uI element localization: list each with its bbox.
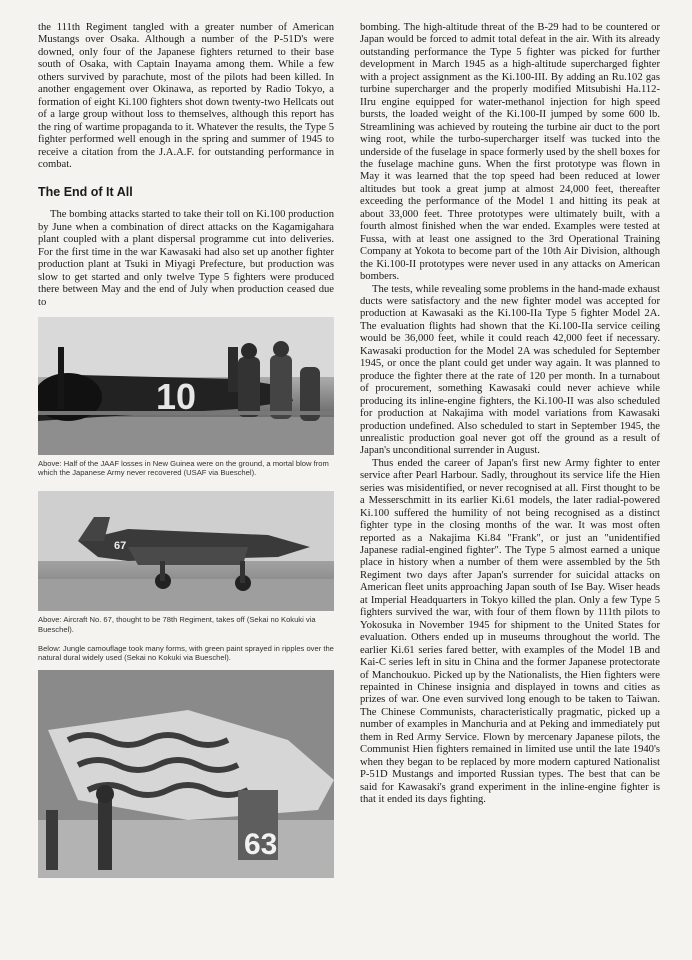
right-column xyxy=(360,22,660,807)
right-paragraph-3: Thus ended the career of Japan's first new Army fighter to enter service after Pearl Harbour. Sadly, throughout its service life the Hien series was misidentified, or never recognised at all. First thought to be a Messerschmitt in its earlier Ki.61 models, the later radial-powered Ki.100 suffered the humility of not being recognised as a distinct fighter type in the closing months of the war. It was most often reported as a Nakajima Ki.84 "Frank", or just an "unidentified Japanese radial-engined fighter". The Type 5 almost earned a unique place in history when a number of them were assembled by the 5th Regiment two days after Japan's surrender for suicidal attacks on American fleet units approaching Japan south of Ise Bay. Wiser heads at Imperial Headquarters in Tokyo killed the plan. Only a few Type 5 fighters survived the war, with four of them flown by 111th pilots to Yokosuka in November 1945 for shipment to the United States for evaluation. Others ended up in museums throughout the world. The earlier Ki.61 series fared better, with examples of the Model 1B and Kai-C series left in situ in China and the former Japanese protectorate of Manchoukuo. Picked up by the Nationalists, the Hien fighters were repainted in Chinese insignia and displayed in towns and cities as prizes of war. One even survived long enough to be taken to Taiwan. The Chinese Communists, characteristically pragmatic, picked up a number of examples in Manchuria and at Peking and immediately put them in Red Army Service. Flown by mercenary Japanese pilots, the Communist Hien fighters remained in limited use until the late 1940's when they began to be replaced by more modern captured Nationalist P-51D Mustangs and imported Russian types. The best that can be said for Kawasaki's grand experiment in the inline-engine fighter is that it ended its days fighting. xyxy=(360,457,660,806)
photo-jungle-camouflage xyxy=(38,670,334,878)
left-paragraph-2: The bombing attacks started to take their toll on Ki.100 production by June when a combination of direct attacks on the Kagamigahara plant coupled with a plant dispersal programme cut into deliveries. For the first time in the war Kawasaki had also set up another fighter production plant at Tsuki in Miyagi Prefecture, but production was slow to get started and only twelve Type 5 fighters were produced there between May and the end of July when production ceased due to xyxy=(38,209,334,308)
photo-takeoff-art xyxy=(38,491,334,611)
photo-ground-crew-art xyxy=(38,317,334,455)
photo-takeoff xyxy=(38,491,334,611)
right-paragraph-1: bombing. The high-altitude threat of the B-29 had to be countered or Japan would be forced to admit total defeat in the air. With its already outstanding performance the Type 5 fighter was picked for further development in March 1945 as a high-altitude supercharged fighter with a project assignment as the Ki.100-III. By adding an Ru.102 gas turbine supercharger and the properly modified Mitsubishi Ha.112-IIru engine equipped for water-methanol injection for high speed bursts, the loaded weight of the Ki.100-II jumped by some 600 lb. Streamlining was achieved by routeing the turbine air duct to the port wing root, while the turbo-supercharger itself was tucked into the underside of the fuselage in space formerly used by the shell boxes for the fuselage machine guns. When the first prototype was flown in May it was learned that the top speed had been reduced at lower altitudes but took a great jump at almost 24,000 feet, thereafter exceeding the performance of the Model 1 and hitting its peak at about 33,000 feet. Three prototypes were ultimately built, with a fourth almost finished when the war ended. Examples were tested at Fussa, with at least one assigned to the 3rd Operational Training Company at Yokota to become part of the 10th Air Division, although the Ki.100-II prototypes were never used in any attacks on American bombers. xyxy=(360,22,660,283)
section-heading: The End of It All xyxy=(38,185,133,200)
photo1-caption: Above: Half of the JAAF losses in New Guinea were on the ground, a mortal blow from which the Japanese Army never recovered (USAF via Bueschel). xyxy=(38,459,329,478)
right-paragraph-2: The tests, while revealing some problems in the hand-made exhaust ducts were satisfactory and the new fighter model was accepted for production at Kawasaki as the Ki.100-IIa Type 5 fighter Model 2A. The evaluation flights had shown that the Ki.100-IIa service ceiling would be 36,000 feet, while it could reach 42,000 feet if necessary. Kawasaki production for the Model 2A was scheduled for September 1945, or once the plant could get under way again. It was planned to produce the fighter there at the rate of 120 per month. In a turnabout of procurement, something Kawasaki could never achieve while producing its inline-engine fighters, the Ki.100-II was also scheduled for production at Nakajima with model variations from Kawasaki production undefined. Also scheduled to start in September 1945, the unrealistic production goal never got off the ground as a result of Japan's unconditional surrender in August. xyxy=(360,283,660,457)
photo2-caption: Above: Aircraft No. 67, thought to be 78th Regiment, takes off (Sekai no Kokuki via Bueschel). xyxy=(38,615,316,634)
photo2-tail-code: 67 xyxy=(114,540,127,553)
photo-jungle-camouflage-art xyxy=(38,670,334,878)
photo3-tail-code: 63 xyxy=(244,828,278,862)
photo-ground-crew xyxy=(38,317,334,455)
left-paragraph-1: the 111th Regiment tangled with a greater number of American Mustangs over Osaka. Although a number of the P-51D's were downed, only four of the Japanese fighters returned to their base south of Osaka, with Captain Inayama among them. While a few others survived by parachute, most of the pilots had been killed. In another engagement over Okinawa, as reported by Radio Tokyo, a formation of eight Ki.100 fighters shot down twenty-two Hellcats out of a large group without loss to themselves, although this report has the ring of wartime propaganda to it. Whatever the results, the Type 5 fighter performed well enough in the spring and summer of 1945 to receive a citation from the J.A.A.F. for outstanding performance in combat. xyxy=(38,22,334,170)
left-column xyxy=(38,22,334,878)
photo1-tail-code: 10 xyxy=(156,376,197,418)
photo3-caption: Below: Jungle camouflage took many forms, with green paint sprayed in ripples over the natural dural widely used (Sekai no Kokuki via Bueschel). xyxy=(38,643,334,663)
